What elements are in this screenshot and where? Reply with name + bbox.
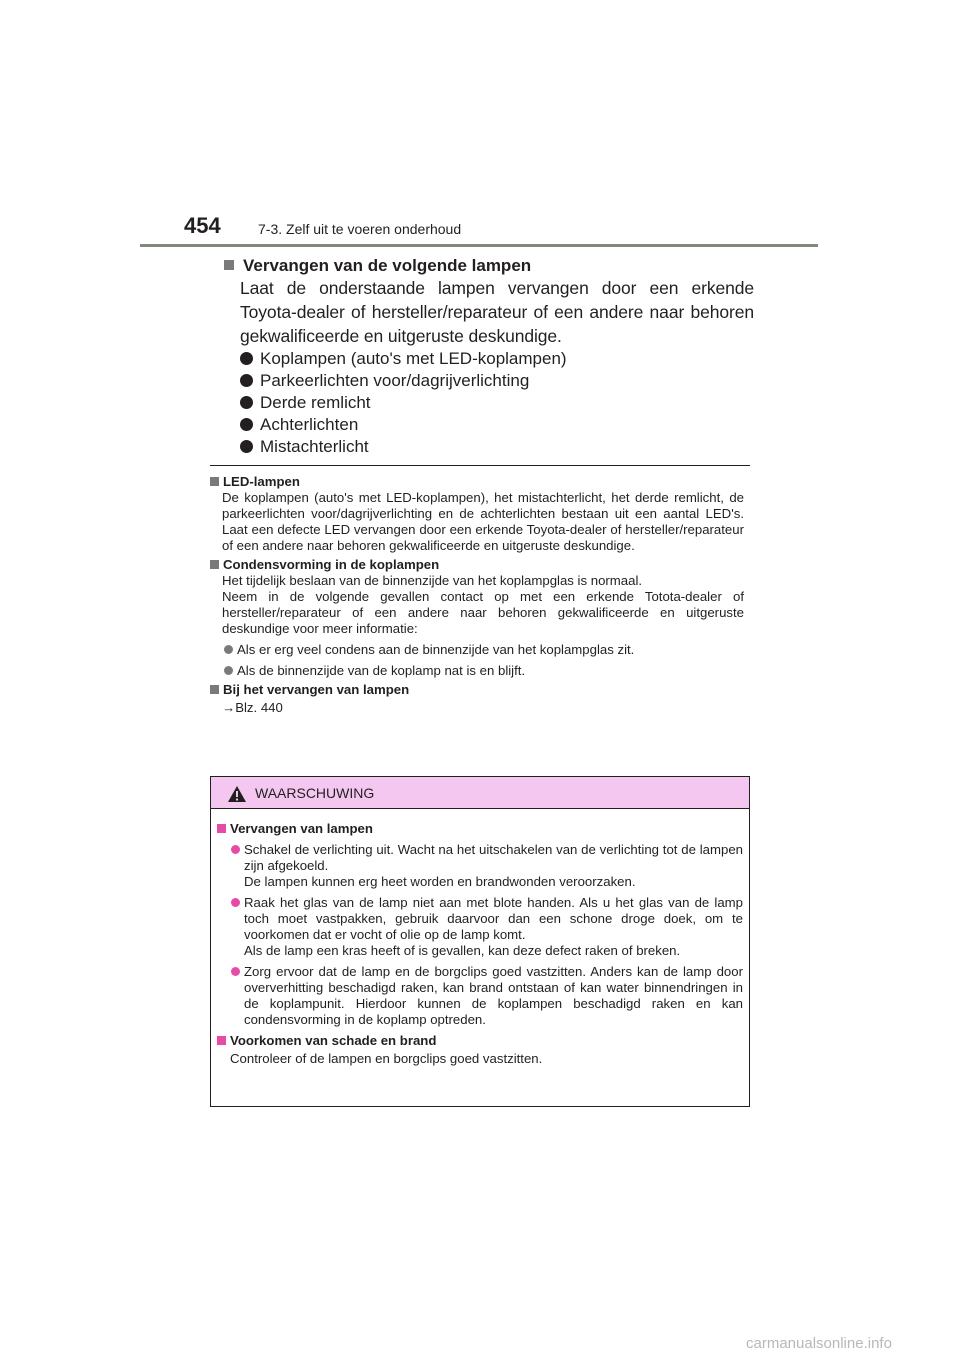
note-text-condensation-1: Het tijdelijk beslaan van de binnenzijde van het koplampglas is normaal.: [222, 573, 643, 588]
bullet-icon: [240, 440, 253, 453]
bullet-icon: [231, 898, 240, 907]
list-item: Raak het glas van de lamp niet aan met blote handen. Als u het glas van de lamp toch moet vastpakken, gebruik daarvoor dan een schone droge doek, om te voorkomen dat er vocht of olie op de lamp komt. Als de lamp een kras heeft of is gevallen, kan deze defect raken of breken.: [231, 895, 743, 959]
section-divider: [210, 465, 750, 466]
list-item: Als de binnenzijde van de koplamp nat is en blijft.: [224, 663, 744, 679]
watermark-url: carmanualsonline.info: [746, 1335, 892, 1352]
bullet-icon: [240, 418, 253, 431]
warning-section-text: Controleer of de lampen en borgclips goed vastzitten.: [230, 1051, 543, 1066]
bullet-icon: [240, 352, 253, 365]
list-item: Achterlichten: [240, 414, 754, 436]
bullet-icon: [231, 845, 240, 854]
warning-section-title: Voorkomen van schade en brand: [217, 1033, 743, 1049]
main-paragraph: Laat de onderstaande lampen vervangen door een erkende Toyota-dealer of hersteller/reparateur of een andere naar behoren gekwalificeerde en uitgeruste deskundige.: [240, 278, 754, 346]
list-item: Zorg ervoor dat de lamp en de borgclips goed vastzitten. Anders kan de lamp door oververhitting beschadigd raken, kan brand ontstaan of kan water binnendringen in de koplampunit. Hierdoor kunnen de koplampen beschadigd raken en kan condensvorming in de koplamp optreden.: [231, 964, 743, 1028]
note-title-led: LED-lampen: [210, 474, 744, 490]
bullet-icon: [224, 645, 233, 654]
note-title-condensation: Condensvorming in de koplampen: [210, 557, 744, 573]
section-title: 7-3. Zelf uit te voeren onderhoud: [258, 221, 462, 237]
note-text-condensation-2: Neem in de volgende gevallen contact op met een erkende Totota-dealer of hersteller/reparateur of een andere naar behoren gekwalificeerde en uitgeruste deskundige voor meer informatie:: [222, 589, 744, 636]
page-header: [0, 0, 960, 250]
lamp-list: [224, 348, 754, 458]
list-item: Parkeerlichten voor/dagrijverlichting: [240, 370, 754, 392]
square-bullet-icon: [217, 824, 226, 833]
list-item: Derde remlicht: [240, 392, 754, 414]
list-item: Als er erg veel condens aan de binnenzijde van het koplampglas zit.: [224, 642, 744, 658]
list-item: Mistachterlicht: [240, 436, 754, 458]
warning-title: WAARSCHUWING: [255, 785, 375, 801]
notes-section: [210, 471, 744, 716]
list-item: Koplampen (auto's met LED-koplampen): [240, 348, 754, 370]
list-item: Schakel de verlichting uit. Wacht na het uitschakelen van de verlichting tot de lampen zijn afgekoeld. De lampen kunnen erg heet worden en brandwonden veroorzaken.: [231, 842, 743, 890]
bullet-icon: [224, 666, 233, 675]
bullet-icon: [240, 396, 253, 409]
page-number: 454: [184, 213, 221, 238]
square-bullet-icon: [224, 260, 234, 270]
main-heading: [224, 255, 754, 276]
warning-triangle-icon: [227, 785, 247, 803]
header-divider: [140, 244, 818, 247]
square-bullet-icon: [210, 560, 219, 569]
main-content: [224, 255, 754, 458]
warning-body: [211, 809, 749, 1067]
note-title-replacing: Bij het vervangen van lampen: [210, 682, 744, 698]
square-bullet-icon: [217, 1036, 226, 1045]
bullet-icon: [240, 374, 253, 387]
bullet-icon: [231, 967, 240, 976]
square-bullet-icon: [210, 685, 219, 694]
page-reference-link[interactable]: →Blz. 440: [222, 700, 283, 715]
warning-header: [211, 777, 749, 809]
warning-box: [210, 776, 750, 1107]
note-text-led: De koplampen (auto's met LED-koplampen), het mistachterlicht, het derde remlicht, de parkeerlichten voor/dagrijverlichting en de achterlichten bestaan uit een aantal LED's. Laat een defecte LED vervangen door een erkende Toyota-dealer of hersteller/reparateur of een andere naar behoren gekwalificeerde en uitgeruste deskundige.: [222, 490, 744, 553]
warning-section-title: Vervangen van lampen: [217, 821, 743, 837]
square-bullet-icon: [210, 477, 219, 486]
main-heading-text: Vervangen van de volgende lampen: [243, 256, 532, 275]
